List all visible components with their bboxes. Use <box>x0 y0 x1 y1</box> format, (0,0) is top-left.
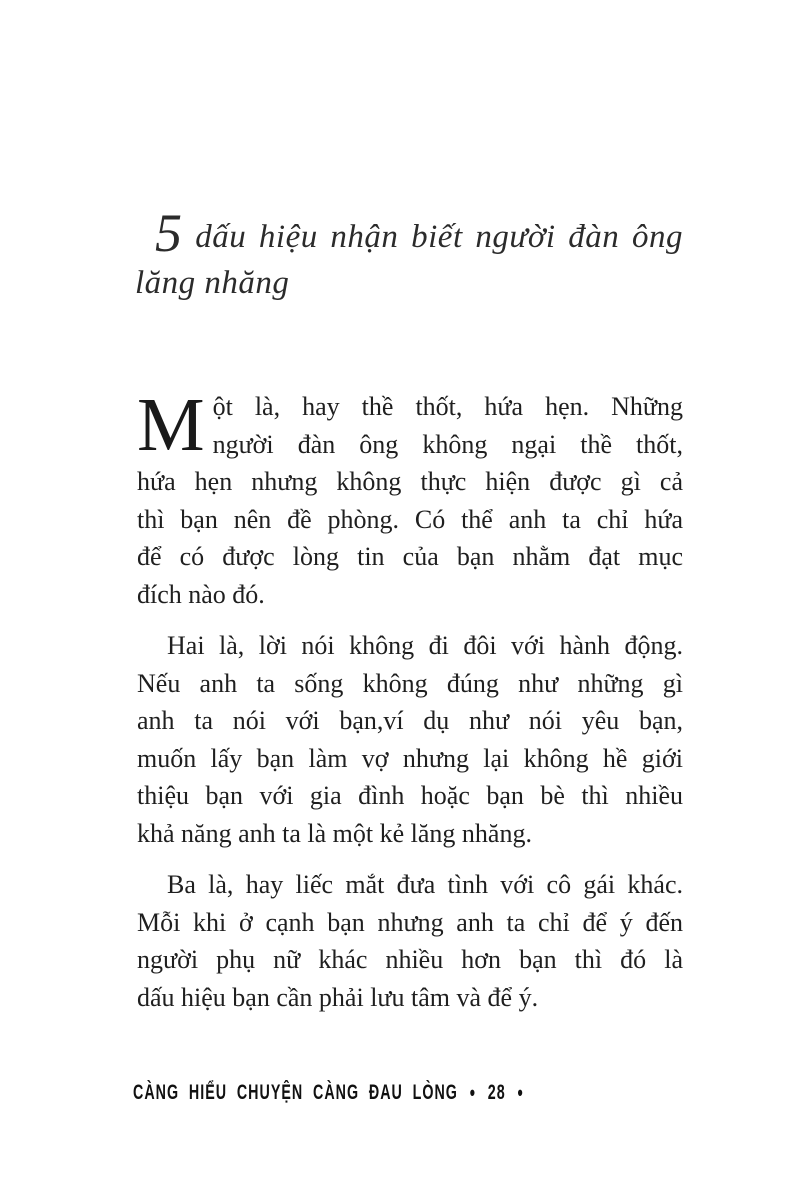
bullet-separator: • <box>469 1080 476 1105</box>
text-line: thiệu bạn với gia đình hoặc bạn bè thì nhiều <box>137 781 683 810</box>
running-title: CÀNG HIỂU CHUYỆN CÀNG ĐAU LÒNG <box>133 1081 458 1104</box>
body-text <box>137 383 683 1030</box>
text-line: thì bạn nên đề phòng. Có thể anh ta chỉ hứa <box>137 504 683 534</box>
text-line: dấu hiệu bạn cần phải lưu tâm và để ý. <box>137 982 539 1012</box>
paragraph-3 <box>137 866 683 1016</box>
text-line: Nếu anh ta sống không đúng như những gì <box>137 668 683 698</box>
text-line: anh ta nói với bạn,ví dụ như nói yêu bạn, <box>137 706 683 735</box>
running-footer <box>133 1078 526 1108</box>
text-line: hứa hẹn nhưng không thực hiện được gì cả <box>137 467 683 496</box>
bullet-separator: • <box>517 1080 524 1105</box>
text-line: để có được lòng tin của bạn nhằm đạt mục <box>137 542 683 571</box>
text-line: Mỗi khi ở cạnh bạn nhưng anh ta chỉ để ý đến <box>137 907 683 937</box>
text-line: khả năng anh ta là một kẻ lăng nhăng. <box>137 818 532 848</box>
drop-cap: M <box>137 383 205 467</box>
paragraph-1 <box>137 383 683 613</box>
paragraph-2 <box>137 627 683 852</box>
chapter-title-line-2: lăng nhăng <box>135 265 290 301</box>
chapter-number: 5 <box>155 203 183 263</box>
chapter-title <box>135 203 683 306</box>
page-footer <box>133 1078 733 1108</box>
chapter-title-line-1 <box>135 203 683 263</box>
text-line: Hai là, lời nói không đi đôi với hành động. <box>167 631 683 660</box>
text-line: ột là, hay thề thốt, hứa hẹn. Những <box>212 392 683 421</box>
text-line: người đàn ông không ngại thề thốt, <box>212 429 683 459</box>
text-line: Ba là, hay liếc mắt đưa tình với cô gái khác. <box>167 870 683 899</box>
text-line: muốn lấy bạn làm vợ nhưng lại không hề giới <box>137 743 683 773</box>
chapter-title-text: dấu hiệu nhận biết người đàn ông <box>195 219 683 255</box>
text-line: người phụ nữ khác nhiều hơn bạn thì đó là <box>137 945 683 974</box>
text-line: đích nào đó. <box>137 579 265 609</box>
page-number: 28 <box>487 1081 506 1104</box>
